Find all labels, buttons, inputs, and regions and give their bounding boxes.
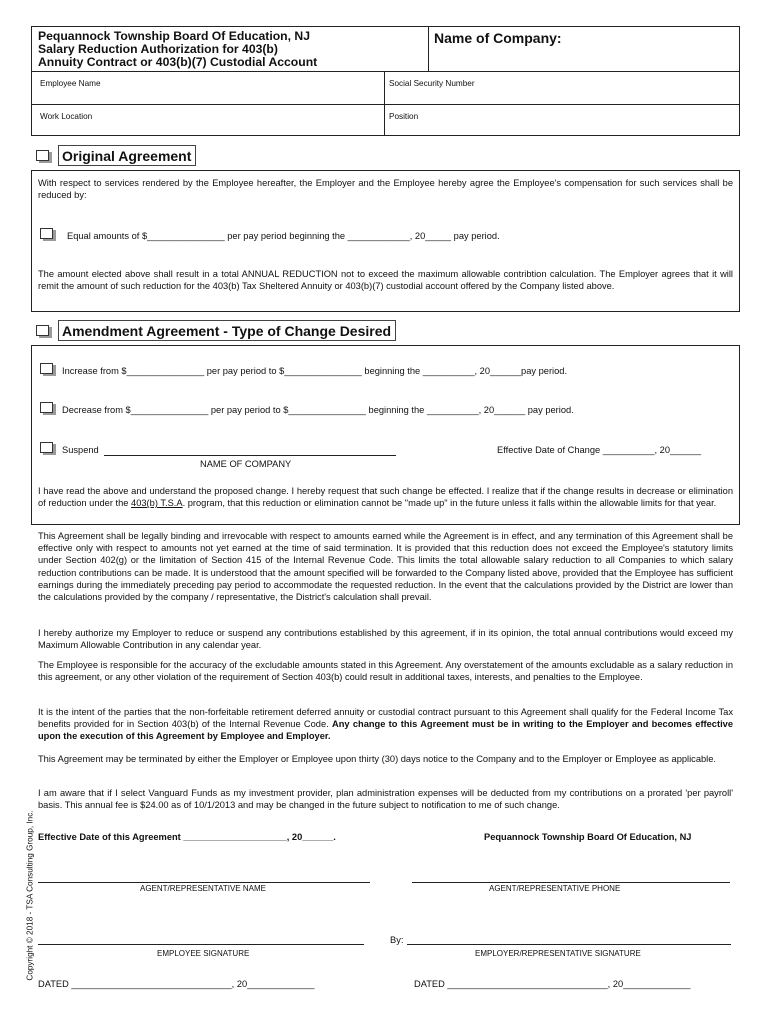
tsa-link: 403(b) T.S.A (131, 498, 183, 509)
header-divider (428, 26, 429, 72)
original-agreement-title: Original Agreement (58, 145, 196, 166)
authorize-paragraph: I hereby authorize my Employer to reduce or suspend any contributions established by this agreement, if in its opinion, the total annual contributions would exceed my Maximum Allowable Contribution in any calendar year. (38, 628, 733, 651)
suspend-label: Suspend (62, 445, 99, 455)
increase-text: Increase from $_______________ per pay period to $_______________ beginning the __________, 20______pay period. (62, 366, 568, 376)
binding-paragraph: This Agreement shall be legally binding and irrevocable with respect to amounts earned while the Agreement is in effect, and any termination of this Agreement shall be effective only with respect to amounts not yet earned at the time of said termination. It is provided that this reduction does not exceed the Employee's statutory limits under Section 402(g) or the limitation of Section 415 of the Internal Revenue Code. This limits the total allowable salary reduction to all Companies to which salary reduction contributions can be made. It is understood that the amount specified will be forwarded to the Company listed above, provided that the Employee has sufficient earnings during the immediately preceding pay period to accommodate the requested reduction. In the event that the calculations provided by the District are lower than the calculations provided by the company / representative, the District's calculation shall prevail. (38, 531, 733, 603)
employee-signature-line[interactable] (38, 944, 364, 945)
name-of-company-caption: NAME OF COMPANY (200, 459, 292, 469)
dated-right-field[interactable]: DATED _______________________________, 20_____________ (414, 979, 691, 989)
decrease-checkbox[interactable] (40, 402, 53, 413)
agent-phone-caption: AGENT/REPRESENTATIVE PHONE (489, 884, 621, 893)
amendment-agreement-checkbox[interactable] (36, 325, 49, 336)
dated-left-field[interactable]: DATED _______________________________, 20_____________ (38, 979, 315, 989)
understand-text-pre: I have read the above and understand the proposed change. I hereby request that such change be effected. I realize that if the change results in decrease or elimination of reduction under the (38, 486, 733, 509)
employee-name-field[interactable]: Employee Name (40, 79, 101, 88)
original-intro-text: With respect to services rendered by the Employee hereafter, the Employer and the Employee hereby agree the Employee's compensation for such services shall be reduced by: (38, 178, 733, 201)
understand-text (38, 485, 733, 509)
copyright-text: Copyright © 2018 - TSA Consulting Group, Inc. (25, 810, 35, 981)
form-title-line1: Pequannock Township Board Of Education, NJ (38, 29, 310, 43)
responsibility-paragraph: The Employee is responsible for the accuracy of the excludable amounts stated in this Agreement. Any overstatement of the amounts excludable as a salary reduction in this agreement, or any other violation of the requirement of Section 403(b) could result in additional taxes, interests, and penalties to the Employee. (38, 660, 733, 683)
annual-reduction-text: The amount elected above shall result in a total ANNUAL REDUCTION not to exceed the maximum allowable contribtion calculation. The Employer agrees that it will remit the amount of such reduction for the 403(b) Tax Sheltered Annuity or 403(b)(7) custodial account offered by the Company listed above. (38, 269, 733, 292)
work-location-field[interactable]: Work Location (40, 112, 93, 121)
effective-change-text: Effective Date of Change __________, 20______ (497, 445, 702, 455)
agent-name-caption: AGENT/REPRESENTATIVE NAME (140, 884, 266, 893)
equal-amounts-checkbox[interactable] (40, 228, 53, 239)
understand-text-post: . program, that this reduction or elimination cannot be "made up" in the future unless it falls within the allowable limits for that year. (182, 498, 717, 509)
by-label: By: (390, 935, 404, 945)
board-name: Pequannock Township Board Of Education, NJ (484, 832, 692, 842)
suspend-checkbox[interactable] (40, 442, 53, 453)
increase-checkbox[interactable] (40, 363, 53, 374)
vanguard-paragraph: I am aware that if I select Vanguard Funds as my investment provider, plan administration expenses will be deducted from my contributions on a prorated 'per payroll' basis. This annual fee is $24.00 as of 10/1/2013 and may be changed in the future subject to notification to me of such change. (38, 788, 733, 811)
original-agreement-checkbox[interactable] (36, 150, 49, 161)
employer-signature-caption: EMPLOYER/REPRESENTATIVE SIGNATURE (475, 949, 641, 958)
grid-h-divider (31, 104, 740, 105)
company-name-line[interactable] (104, 455, 396, 456)
ssn-field[interactable]: Social Security Number (389, 79, 475, 88)
form-title-line2: Salary Reduction Authorization for 403(b) (38, 42, 278, 56)
equal-amounts-text: Equal amounts of $_______________ per pay period beginning the ____________, 20_____ pay period. (67, 231, 500, 241)
intent-text: It is the intent of the parties that the non-forfeitable retirement deferred annuity or custodial contract pursuant to this Agreement shall qualify for the Federal Income Tax benefits provided for in Section 403(b) of the Internal Revenue Code. (38, 707, 733, 730)
employer-signature-line[interactable] (407, 944, 731, 945)
effective-date-field[interactable]: Effective Date of this Agreement ____________________, 20______. (38, 832, 336, 842)
agent-phone-line[interactable] (412, 882, 730, 883)
intent-bold-text: Any change to this Agreement must be in writing to the Employer and becomes effective upon the execution of this Agreement by Employee and Employer. (38, 719, 733, 742)
position-field[interactable]: Position (389, 112, 419, 121)
form-title-line3: Annuity Contract or 403(b)(7) Custodial Account (38, 55, 318, 69)
termination-paragraph: This Agreement may be terminated by either the Employer or Employee upon thirty (30) days notice to the Company and to the Employer or Employee as applicable. (38, 754, 716, 764)
amendment-agreement-title: Amendment Agreement - Type of Change Desired (58, 320, 396, 341)
company-name-label: Name of Company: (434, 30, 562, 46)
intent-paragraph (38, 706, 733, 743)
decrease-text: Decrease from $_______________ per pay period to $_______________ beginning the __________, 20______ pay period. (62, 405, 574, 415)
employee-signature-caption: EMPLOYEE SIGNATURE (157, 949, 250, 958)
agent-name-line[interactable] (38, 882, 370, 883)
